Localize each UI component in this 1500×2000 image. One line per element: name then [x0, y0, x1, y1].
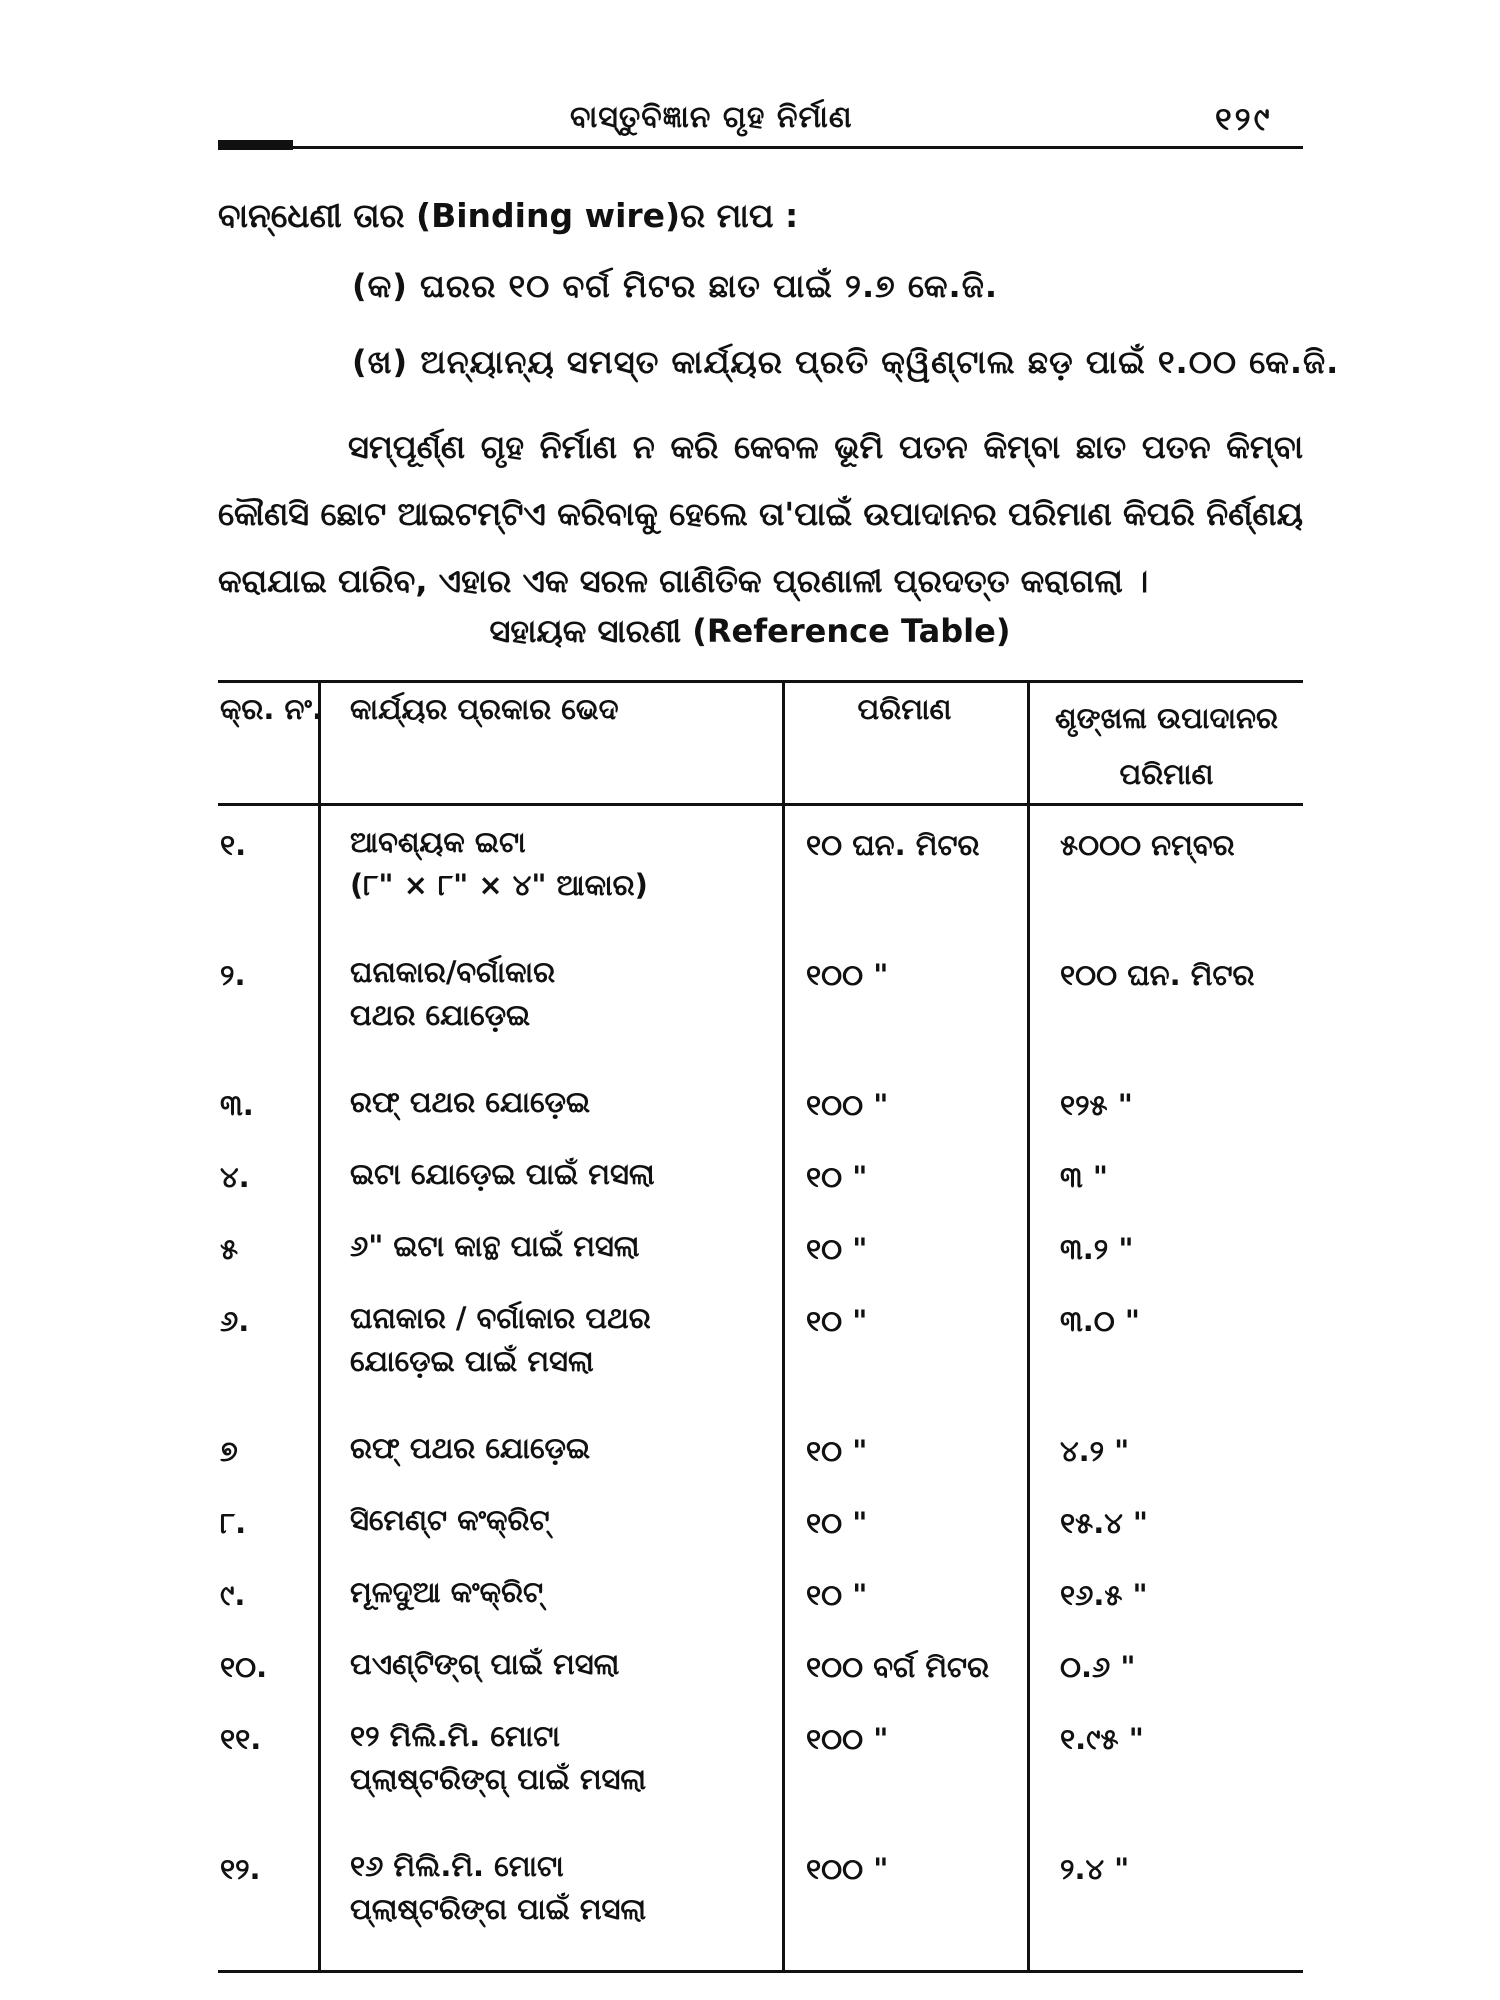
row-serial: ୧୨.	[220, 1852, 261, 1886]
header-material-line1: ଶୃଙ୍ଖଳା ଉପାଦାନର	[1055, 701, 1278, 735]
row-work-line2: (୮" × ୮" × ୪" ଆକାର)	[350, 868, 648, 902]
row-work-type	[350, 1431, 790, 1477]
row-work-line1: ପଏଣ୍ଟିଙ୍ଗ୍ ପାଇଁ ମସଲା	[350, 1647, 620, 1681]
row-serial: ୪.	[220, 1160, 250, 1194]
header-mark	[218, 140, 293, 150]
row-material: ୧୨୫ "	[1060, 1088, 1133, 1122]
row-work-type	[350, 1229, 790, 1275]
row-quantity: ୧୦୦ "	[806, 1722, 889, 1756]
row-work-type	[350, 1503, 790, 1549]
row-work-type	[350, 825, 790, 914]
table-bottom-rule	[218, 1970, 1303, 1973]
table-header-rule	[218, 803, 1303, 806]
row-serial: ୧.	[220, 828, 247, 862]
table-top-rule	[218, 680, 1303, 683]
row-quantity: ୧୦୦ ବର୍ଗ ମିଟର	[806, 1650, 990, 1684]
row-work-line1: ଘନାକାର / ବର୍ଗାକାର ପଥର	[350, 1301, 651, 1335]
row-quantity: ୧୦ "	[806, 1578, 868, 1612]
row-quantity: ୧୦ "	[806, 1506, 868, 1540]
row-work-line2: ପ୍ଲାଷ୍ଟରିଙ୍ଗ ପାଇଁ ମସଲା	[350, 1892, 647, 1926]
row-work-line1: ରଫ୍ ପଥର ଯୋଡ଼େଇ	[350, 1431, 591, 1465]
row-material: ୨.୪ "	[1060, 1852, 1130, 1886]
column-divider	[1027, 683, 1030, 1972]
row-work-type	[350, 1085, 790, 1131]
row-work-type	[350, 1849, 790, 1938]
header-material	[1030, 690, 1303, 802]
row-work-line1: ମୂଳଦୁଆ କଂକ୍ରିଟ୍	[350, 1575, 544, 1609]
row-work-type	[350, 1719, 790, 1808]
row-quantity: ୧୦୦ "	[806, 958, 889, 992]
row-work-type	[350, 955, 790, 1044]
row-serial: ୬.	[220, 1304, 250, 1338]
row-material: ୧୫.୪ "	[1060, 1506, 1149, 1540]
row-work-line1: ୧୨ ମିଲି.ମି. ମୋଟା	[350, 1719, 560, 1753]
row-material: ୩ "	[1060, 1160, 1108, 1194]
row-serial: ୫	[220, 1232, 239, 1266]
row-work-line2: ଯୋଡ଼େଇ ପାଇଁ ମସଲା	[350, 1344, 594, 1378]
row-quantity: ୧୦୦ "	[806, 1852, 889, 1886]
row-work-line1: ଘନାକାର/ବର୍ଗାକାର	[350, 955, 556, 989]
row-material: ୦.୬ "	[1060, 1650, 1136, 1684]
header-serial: କ୍ର. ନଂ.	[220, 692, 323, 726]
page-number: ୧୨୯	[1215, 100, 1273, 138]
row-work-type	[350, 1575, 790, 1621]
row-serial: ୮.	[220, 1506, 247, 1540]
running-title: ବାସ୍ତୁବିଜ୍ଞାନ ଗୃହ ନିର୍ମାଣ	[570, 100, 853, 135]
row-material: ୧୦୦ ଘନ. ମିଟର	[1060, 958, 1255, 992]
row-work-type	[350, 1157, 790, 1203]
row-quantity: ୧୦ "	[806, 1304, 868, 1338]
row-work-line1: ସିମେଣ୍ଟ କଂକ୍ରିଟ୍	[350, 1503, 550, 1537]
row-material: ୩.୦ "	[1060, 1304, 1141, 1338]
column-divider	[318, 683, 321, 1972]
row-quantity: ୧୦ "	[806, 1232, 868, 1266]
table-title: ସହାୟକ ସାରଣୀ (Reference Table)	[489, 612, 1011, 650]
header-quantity: ପରିମାଣ	[857, 692, 952, 726]
row-work-type	[350, 1647, 790, 1693]
row-work-line2: ପଥର ଯୋଡ଼େଇ	[350, 998, 531, 1032]
row-material: ୧୬.୫ "	[1060, 1578, 1148, 1612]
row-material: ୪.୨ "	[1060, 1434, 1130, 1468]
spec-item-b: (ଖ) ଅନ୍ୟାନ୍ୟ ସମସ୍ତ କାର୍ଯ୍ୟର ପ୍ରତି କ୍ୱିଣ୍ଟାଲ ଛଡ଼ ପାଇଁ ୧.୦୦ କେ.ଜି.	[352, 343, 1340, 381]
row-serial: ୨.	[220, 958, 246, 992]
row-serial: ୯.	[220, 1578, 246, 1612]
row-work-line1: ୧୬ ମିଲି.ମି. ମୋଟା	[350, 1849, 564, 1883]
row-quantity: ୧୦ "	[806, 1160, 868, 1194]
row-material: ୫୦୦୦ ନମ୍ବର	[1060, 828, 1235, 862]
row-serial: ୧୦.	[220, 1650, 268, 1684]
row-work-line1: ଇଟା ଯୋଡ଼େଇ ପାଇଁ ମସଲା	[350, 1157, 655, 1191]
row-work-line1: ଆବଶ୍ୟକ ଇଟା	[350, 825, 526, 859]
row-work-line2: ପ୍ଲାଷ୍ଟରିଙ୍ଗ୍ ପାଇଁ ମସଲା	[350, 1762, 647, 1796]
row-serial: ୩.	[220, 1088, 254, 1122]
section-heading: ବାନ୍ଧେଣୀ ତାର (Binding wire)ର ମାପ :	[218, 196, 799, 235]
spec-item-a: (କ) ଘରର ୧୦ ବର୍ଗ ମିଟର ଛାତ ପାଇଁ ୨.୭ କେ.ଜି.	[352, 267, 998, 305]
header-material-line2: ପରିମାଣ	[1119, 757, 1214, 791]
row-material: ୩.୨ "	[1060, 1232, 1134, 1266]
row-work-line1: ରଫ୍ ପଥର ଯୋଡ଼େଇ	[350, 1085, 591, 1119]
row-serial: ୭	[220, 1434, 238, 1468]
body-paragraph: ସମ୍ପୂର୍ଣ୍ଣ ଗୃହ ନିର୍ମାଣ ନ କରି କେବଳ ଭୂମି ପତନ କିମ୍ବା ଛାତ ପତନ କିମ୍ବା କୌଣସି ଛୋଟ ଆଇଟମ୍‌ଟିଏ କରିବାକୁ ହେଲେ ତା'ପାଇଁ ଉପାଦାନର ପରିମାଣ କିପରି ନିର୍ଣ୍ଣୟ କରାଯାଇ ପାରିବ, ଏହାର ଏକ ସରଳ ଗାଣିତିକ ପ୍ରଣାଳୀ ପ୍ରଦତ୍ତ କରାଗଲା ।	[218, 428, 1303, 600]
row-work-type	[350, 1301, 790, 1390]
row-quantity: ୧୦ ଘନ. ମିଟର	[806, 828, 980, 862]
header-work-type: କାର୍ଯ୍ୟର ପ୍ରକାର ଭେଦ	[350, 692, 619, 726]
row-serial: ୧୧.	[220, 1722, 262, 1756]
row-quantity: ୧୦୦ "	[806, 1088, 889, 1122]
row-work-line1: ୬" ଇଟା କାନ୍ଥ ପାଇଁ ମସଲା	[350, 1229, 640, 1263]
row-quantity: ୧୦ "	[806, 1434, 868, 1468]
row-material: ୧.୯୫ "	[1060, 1722, 1144, 1756]
header-rule	[218, 146, 1303, 149]
